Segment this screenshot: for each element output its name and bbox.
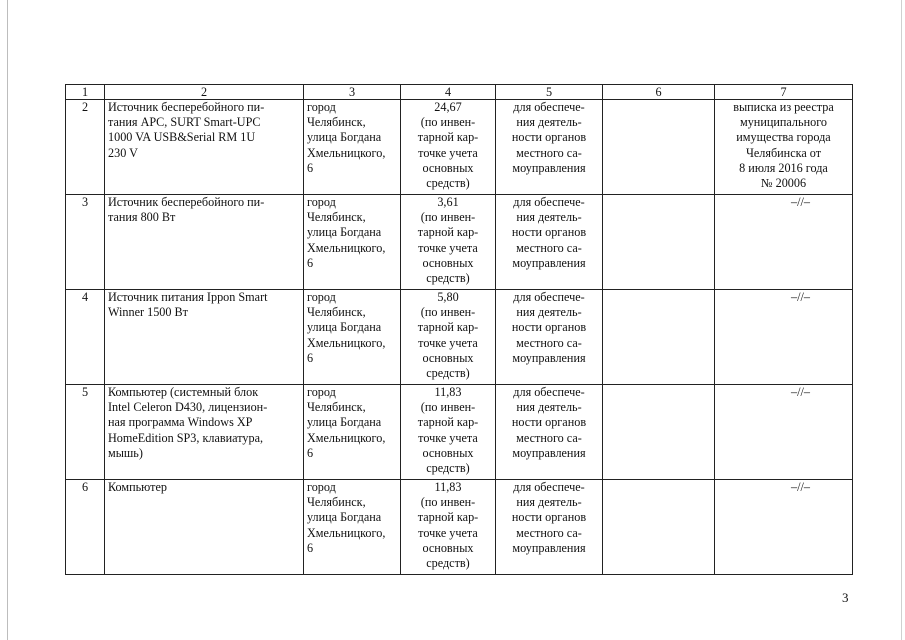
item-name xyxy=(105,290,304,385)
table-body xyxy=(66,100,853,575)
item-purpose-line: для обеспече- xyxy=(513,100,585,114)
item-address-line: Хмельницкого, xyxy=(307,525,386,540)
item-basis-line: Челябинска от xyxy=(745,145,822,160)
item-column-6 xyxy=(603,385,715,480)
item-value-line: 11,83 xyxy=(434,385,462,399)
item-value-line: тарной кар- xyxy=(417,130,479,145)
row-number: 4 xyxy=(66,290,105,385)
item-name-line: тания APC, SURT Smart-UPC xyxy=(108,115,261,130)
item-basis xyxy=(715,385,853,480)
item-address-line: Челябинск, xyxy=(307,495,366,510)
item-address-line: Челябинск, xyxy=(307,115,366,130)
item-value-line: (по инвен- xyxy=(420,305,476,320)
item-address-line: 6 xyxy=(307,255,314,270)
item-purpose-line: для обеспече- xyxy=(513,290,585,304)
table-row xyxy=(66,385,853,480)
item-name-line: Компьютер (системный блок xyxy=(108,385,259,399)
item-value-line: основных xyxy=(422,445,474,460)
item-value-line: тарной кар- xyxy=(417,320,479,335)
item-value-line: 11,83 xyxy=(434,480,462,494)
item-address-line: улица Богдана xyxy=(307,415,382,430)
item-purpose-line: для обеспече- xyxy=(513,480,585,494)
scan-edge-left xyxy=(7,0,8,640)
item-value-line: 5,80 xyxy=(437,290,459,304)
item-value-line: точке учета xyxy=(418,430,478,445)
item-value xyxy=(401,480,496,575)
item-name-line: мышь) xyxy=(108,445,143,460)
column-number: 2 xyxy=(105,85,304,100)
item-name-line: HomeEdition SP3, клавиатура, xyxy=(108,430,264,445)
item-value-line: тарной кар- xyxy=(417,510,479,525)
row-number: 3 xyxy=(66,195,105,290)
item-address-line: город xyxy=(307,195,336,209)
item-value-line: средств) xyxy=(426,461,470,476)
item-address-line: 6 xyxy=(307,540,314,555)
column-number: 1 xyxy=(66,85,105,100)
item-value-line: основных xyxy=(422,540,474,555)
item-name-line: Компьютер xyxy=(108,480,167,494)
scan-edge-right xyxy=(901,0,902,640)
item-basis xyxy=(715,195,853,290)
item-value-line: (по инвен- xyxy=(420,210,476,225)
item-purpose-line: ности органов xyxy=(511,130,587,145)
item-name-line: Источник бесперебойного пи- xyxy=(108,195,265,209)
item-basis xyxy=(715,480,853,575)
item-purpose-line: моуправления xyxy=(512,160,586,175)
item-value-line: точке учета xyxy=(418,525,478,540)
item-purpose-line: моуправления xyxy=(512,540,586,555)
item-basis-line: –//– xyxy=(791,195,810,209)
item-basis-line: № 20006 xyxy=(760,176,807,191)
item-column-6 xyxy=(603,195,715,290)
item-name-line: ная программа Windows XP xyxy=(108,415,253,430)
item-basis xyxy=(715,290,853,385)
item-value xyxy=(401,195,496,290)
item-purpose-line: местного са- xyxy=(516,145,582,160)
item-address-line: улица Богдана xyxy=(307,510,382,525)
item-purpose-line: местного са- xyxy=(516,430,582,445)
item-address-line: Челябинск, xyxy=(307,400,366,415)
item-column-6 xyxy=(603,480,715,575)
item-value-line: средств) xyxy=(426,556,470,571)
item-purpose-line: ния деятель- xyxy=(516,495,582,510)
item-purpose-line: местного са- xyxy=(516,525,582,540)
column-number: 6 xyxy=(603,85,715,100)
column-number: 4 xyxy=(401,85,496,100)
item-purpose xyxy=(496,100,603,195)
item-value-line: тарной кар- xyxy=(417,415,479,430)
row-number: 5 xyxy=(66,385,105,480)
row-number: 6 xyxy=(66,480,105,575)
item-purpose xyxy=(496,195,603,290)
item-value-line: 24,67 xyxy=(434,100,462,114)
item-address-line: город xyxy=(307,480,336,494)
item-value-line: тарной кар- xyxy=(417,225,479,240)
item-address-line: город xyxy=(307,100,336,114)
item-name-line: Winner 1500 Вт xyxy=(108,305,188,320)
item-purpose-line: моуправления xyxy=(512,445,586,460)
item-address-line: город xyxy=(307,385,336,399)
column-number-row xyxy=(66,85,853,100)
item-purpose-line: ния деятель- xyxy=(516,210,582,225)
item-value-line: точке учета xyxy=(418,240,478,255)
item-purpose-line: моуправления xyxy=(512,350,586,365)
item-basis-line: –//– xyxy=(791,480,810,494)
item-address-line: Челябинск, xyxy=(307,305,366,320)
item-value xyxy=(401,385,496,480)
item-value xyxy=(401,290,496,385)
item-name-line: Источник питания Ippon Smart xyxy=(108,290,268,304)
item-purpose-line: ния деятель- xyxy=(516,305,582,320)
property-register-table xyxy=(65,84,853,575)
item-purpose-line: ности органов xyxy=(511,510,587,525)
item-value-line: средств) xyxy=(426,271,470,286)
item-value-line: средств) xyxy=(426,366,470,381)
item-purpose-line: местного са- xyxy=(516,240,582,255)
item-purpose xyxy=(496,480,603,575)
item-address-line: 6 xyxy=(307,160,314,175)
item-purpose-line: ния деятель- xyxy=(516,115,582,130)
item-name-line: 1000 VA USB&Serial RM 1U xyxy=(108,130,256,145)
item-basis-line: выписка из реестра xyxy=(733,100,834,114)
item-name-line: тания 800 Вт xyxy=(108,210,176,225)
item-address-line: Хмельницкого, xyxy=(307,145,386,160)
item-purpose-line: ности органов xyxy=(511,415,587,430)
item-purpose-line: моуправления xyxy=(512,255,586,270)
item-address-line: 6 xyxy=(307,445,314,460)
item-value-line: средств) xyxy=(426,176,470,191)
table-row xyxy=(66,100,853,195)
item-value-line: основных xyxy=(422,160,474,175)
item-value-line: 3,61 xyxy=(437,195,459,209)
item-value-line: точке учета xyxy=(418,335,478,350)
item-address-line: Хмельницкого, xyxy=(307,240,386,255)
item-basis-line: –//– xyxy=(791,290,810,304)
item-value-line: (по инвен- xyxy=(420,115,476,130)
row-number: 2 xyxy=(66,100,105,195)
item-basis-line: муниципального xyxy=(740,115,827,130)
column-number: 7 xyxy=(715,85,853,100)
item-basis-line: имущества города xyxy=(736,130,831,145)
table-row xyxy=(66,195,853,290)
item-address-line: улица Богдана xyxy=(307,320,382,335)
table-row xyxy=(66,290,853,385)
column-number: 5 xyxy=(496,85,603,100)
item-address-line: улица Богдана xyxy=(307,225,382,240)
item-purpose-line: местного са- xyxy=(516,335,582,350)
column-number: 3 xyxy=(304,85,401,100)
item-basis xyxy=(715,100,853,195)
item-name-line: Intel Celeron D430, лицензион- xyxy=(108,400,268,415)
table-row xyxy=(66,480,853,575)
item-name xyxy=(105,480,304,575)
item-column-6 xyxy=(603,100,715,195)
item-value xyxy=(401,100,496,195)
item-address-line: улица Богдана xyxy=(307,130,382,145)
item-purpose xyxy=(496,290,603,385)
item-address xyxy=(304,290,401,385)
item-value-line: (по инвен- xyxy=(420,495,476,510)
item-address-line: Хмельницкого, xyxy=(307,335,386,350)
item-name-line: Источник бесперебойного пи- xyxy=(108,100,265,114)
item-address-line: Хмельницкого, xyxy=(307,430,386,445)
item-value-line: основных xyxy=(422,255,474,270)
item-purpose-line: для обеспече- xyxy=(513,195,585,209)
page-number: 3 xyxy=(842,590,849,605)
item-address-line: 6 xyxy=(307,350,314,365)
item-address-line: Челябинск, xyxy=(307,210,366,225)
item-value-line: основных xyxy=(422,350,474,365)
item-address xyxy=(304,385,401,480)
item-basis-line: –//– xyxy=(791,385,810,399)
item-value-line: (по инвен- xyxy=(420,400,476,415)
item-purpose-line: ности органов xyxy=(511,320,587,335)
item-purpose-line: ния деятель- xyxy=(516,400,582,415)
item-purpose xyxy=(496,385,603,480)
item-name xyxy=(105,100,304,195)
item-name xyxy=(105,195,304,290)
item-address xyxy=(304,100,401,195)
item-purpose-line: для обеспече- xyxy=(513,385,585,399)
item-value-line: точке учета xyxy=(418,145,478,160)
item-column-6 xyxy=(603,290,715,385)
item-name xyxy=(105,385,304,480)
item-address xyxy=(304,195,401,290)
item-basis-line: 8 июля 2016 года xyxy=(739,160,828,175)
item-address-line: город xyxy=(307,290,336,304)
item-purpose-line: ности органов xyxy=(511,225,587,240)
item-address xyxy=(304,480,401,575)
item-name-line: 230 V xyxy=(108,145,138,160)
